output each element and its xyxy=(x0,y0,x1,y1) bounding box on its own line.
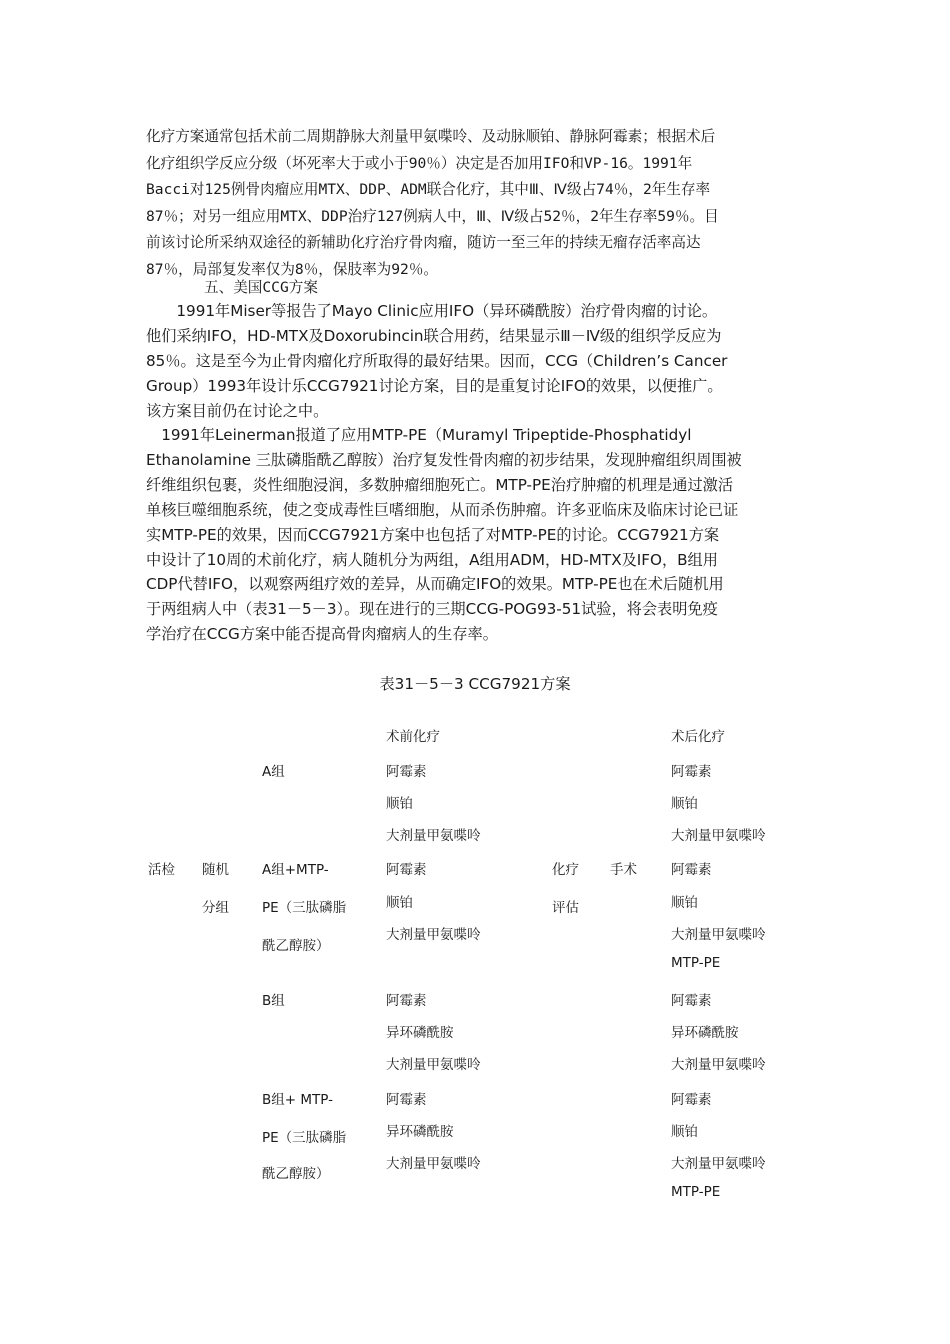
cell-evaluation: 评估 xyxy=(552,900,579,916)
text-line: 纤维组织包裹，炎性细胞浸润，多数肿瘤细胞死亡。MTP-PE治疗肿瘤的机理是通过激活 xyxy=(146,475,734,494)
group-name: PE（三肽磷脂 xyxy=(262,900,347,916)
pre-drug: 阿霉素 xyxy=(386,993,427,1009)
section-heading: 五、美国CCG方案 xyxy=(204,279,318,296)
paragraph-mtp-pe xyxy=(146,423,814,647)
post-drug: 顺铂 xyxy=(671,1124,698,1140)
group-name: A组 xyxy=(262,764,285,780)
text-line: 他们采纳IFO，HD-MTX及Doxorubincin联合用药，结果显示Ⅲ－Ⅳ级的组织学反应为 xyxy=(146,327,722,345)
post-drug: 大剂量甲氨喋呤 xyxy=(671,927,766,943)
group-name: 酰乙醇胺） xyxy=(262,938,330,954)
cell-grouping: 分组 xyxy=(202,900,229,916)
post-drug: MTP-PE xyxy=(671,1184,721,1200)
group-name: 酰乙醇胺） xyxy=(262,1166,330,1182)
text-line: CDP代替IFO，以观察两组疗效的差异，从而确定IFO的效果。MTP-PE也在术后随机用 xyxy=(146,575,724,594)
pre-drug: 阿霉素 xyxy=(386,1092,427,1108)
text-line: Ethanolamine 三肽磷脂酰乙醇胺）治疗复发性骨肉瘤的初步结果，发现肿瘤组织周围被 xyxy=(146,450,742,469)
post-drug: 大剂量甲氨喋呤 xyxy=(671,1156,766,1172)
pre-drug: 异环磷酰胺 xyxy=(386,1025,454,1041)
text-line: Group）1993年设计乐CCG7921讨论方案，目的是重复讨论IFO的效果，以便推广。 xyxy=(146,377,723,395)
group-name: B组+ MTP- xyxy=(262,1092,333,1108)
paragraph-chemo-protocol xyxy=(146,124,811,284)
group-name: B组 xyxy=(262,993,285,1009)
cell-biopsy: 活检 xyxy=(148,862,175,878)
text-line: 单核巨噬细胞系统，使之变成毒性巨嗜细胞，从而杀伤肿瘤。许多亚临床及临床讨论已证 xyxy=(146,500,739,519)
pre-drug: 顺铂 xyxy=(386,796,413,812)
cell-surgery: 手术 xyxy=(610,862,637,878)
paragraph-miser-report xyxy=(146,299,814,424)
pre-drug: 阿霉素 xyxy=(386,764,427,780)
post-drug: MTP-PE xyxy=(671,955,721,971)
text-line: 化疗组织学反应分级（坏死率大于或小于90％）决定是否加用IFO和VP-16。1991年 xyxy=(146,154,693,172)
table-caption: 表31－5－3 CCG7921方案 xyxy=(379,675,571,693)
post-drug: 顺铂 xyxy=(671,895,698,911)
post-drug: 阿霉素 xyxy=(671,993,712,1009)
pre-drug: 异环磷酰胺 xyxy=(386,1124,454,1140)
pre-drug: 大剂量甲氨喋呤 xyxy=(386,927,481,943)
pre-drug: 大剂量甲氨喋呤 xyxy=(386,828,481,844)
group-name: PE（三肽磷脂 xyxy=(262,1130,347,1146)
text-line: 1991年Miser等报告了Mayo Clinic应用IFO（异环磷酰胺）治疗骨肉瘤的讨论。 xyxy=(146,302,718,320)
cell-chemo: 化疗 xyxy=(552,862,579,878)
post-drug: 阿霉素 xyxy=(671,1092,712,1108)
group-name: A组+MTP- xyxy=(262,862,329,878)
pre-drug: 顺铂 xyxy=(386,895,413,911)
text-line: 该方案目前仍在讨论之中。 xyxy=(146,402,329,420)
text-line: Bacci对125例骨肉瘤应用MTX、DDP、ADM联合化疗，其中Ⅲ、Ⅳ级占74％，2年生存率 xyxy=(146,181,711,199)
text-line: 于两组病人中（表31－5－3）。现在进行的三期CCG-POG93-51试验，将会表明免疫 xyxy=(146,600,718,619)
text-line: 前该讨论所采纳双途径的新辅助化疗治疗骨肉瘤，随访一至三年的持续无瘤存活率高达 xyxy=(146,234,701,252)
text-line: 实MTP-PE的效果，因而CCG7921方案中也包括了对MTP-PE的讨论。CCG7921方案 xyxy=(146,525,720,544)
header-pre-op-chemo: 术前化疗 xyxy=(386,729,440,745)
header-post-op-chemo: 术后化疗 xyxy=(671,729,725,745)
post-drug: 阿霉素 xyxy=(671,862,712,878)
text-line: 学治疗在CCG方案中能否提高骨肉瘤病人的生存率。 xyxy=(146,625,498,644)
post-drug: 大剂量甲氨喋呤 xyxy=(671,828,766,844)
text-line: 85％。这是至今为止骨肉瘤化疗所取得的最好结果。因而，CCG（Children’s Cancer xyxy=(146,352,728,370)
text-line: 87％；对另一组应用MTX、DDP治疗127例病人中，Ⅲ、Ⅳ级占52％，2年生存率59％。目 xyxy=(146,207,719,225)
text-line: 化疗方案通常包括术前二周期静脉大剂量甲氨喋呤、及动脉顺铂、静脉阿霉素；根据术后 xyxy=(146,128,716,145)
text-line: 87％，局部复发率仅为8％，保肢率为92％。 xyxy=(146,260,439,278)
post-drug: 阿霉素 xyxy=(671,764,712,780)
pre-drug: 大剂量甲氨喋呤 xyxy=(386,1057,481,1073)
post-drug: 异环磷酰胺 xyxy=(671,1025,739,1041)
pre-drug: 阿霉素 xyxy=(386,862,427,878)
pre-drug: 大剂量甲氨喋呤 xyxy=(386,1156,481,1172)
post-drug: 顺铂 xyxy=(671,796,698,812)
text-line: 1991年Leinerman报道了应用MTP-PE（Muramyl Tripeptide-Phosphatidyl xyxy=(146,426,692,444)
post-drug: 大剂量甲氨喋呤 xyxy=(671,1057,766,1073)
text-line: 中设计了10周的术前化疗，病人随机分为两组，A组用ADM，HD-MTX及IFO，B组用 xyxy=(146,550,718,569)
cell-random: 随机 xyxy=(202,862,229,878)
